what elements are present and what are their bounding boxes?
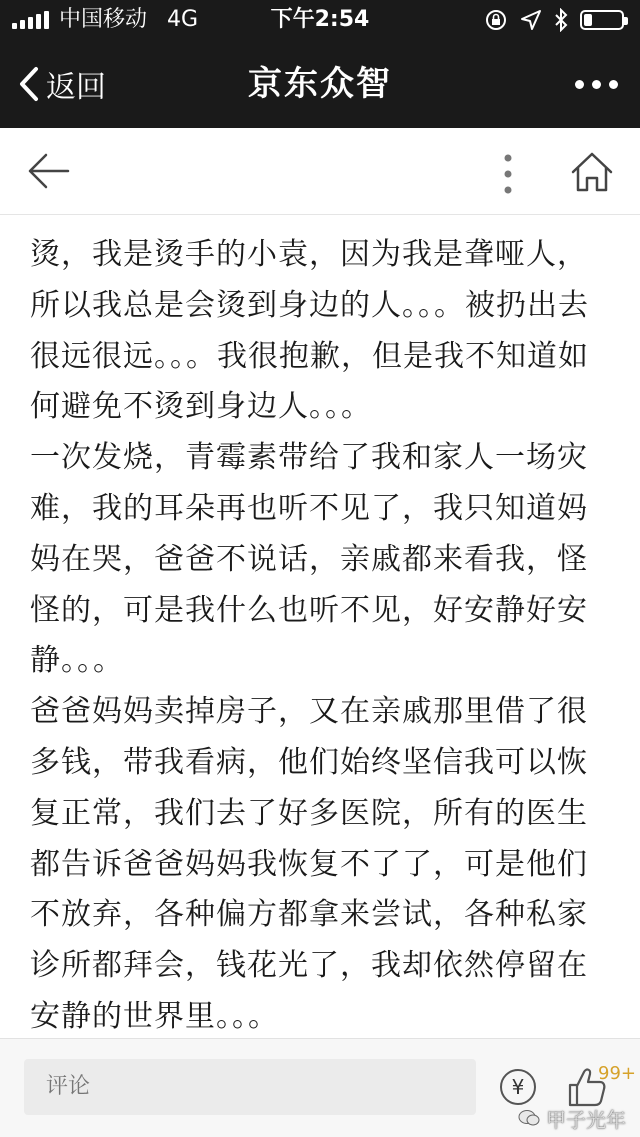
home-icon[interactable] [568, 148, 616, 196]
article-paragraph: 一次发烧，青霉素带给了我和家人一场灾难，我的耳朵再也听不见了，我只知道妈妈在哭，爸爸不说话，亲戚都来看我，怪怪的，可是我什么也听不见，好安静好安静。。。 [30, 440, 588, 679]
status-bar [0, 0, 640, 40]
article-body [30, 230, 616, 1043]
back-label: 返回 [46, 70, 106, 105]
network-label: 4G [167, 7, 199, 32]
arrow-left-icon[interactable] [24, 146, 74, 196]
page-title: 京东众智 [248, 64, 392, 104]
page-toolbar [0, 128, 640, 215]
comment-input[interactable] [24, 1059, 476, 1115]
yen-icon: ¥ [511, 1075, 525, 1099]
nav-bar [0, 40, 640, 128]
kebab-menu-icon[interactable] [498, 152, 518, 196]
rotation-lock-icon [484, 8, 508, 32]
watermark-text: 甲子光年 [546, 1107, 626, 1132]
like-count-badge: 99+ [598, 1063, 636, 1084]
reward-button[interactable] [500, 1069, 536, 1105]
more-dot-icon [609, 80, 618, 89]
bluetooth-icon [554, 8, 568, 32]
location-icon [520, 9, 542, 31]
carrier-label: 中国移动 [59, 7, 148, 32]
more-dot-icon [592, 80, 601, 89]
battery-icon [580, 10, 624, 30]
wechat-icon [518, 1109, 540, 1127]
watermark [518, 1104, 626, 1132]
more-dot-icon [575, 80, 584, 89]
article-paragraph: 爸爸妈妈卖掉房子，又在亲戚那里借了很多钱，带我看病，他们始终坚信我可以恢复正常，我们去了好多医院，所有的医生都告诉爸爸妈妈我恢复不了了，可是他们不放弃，各种偏方都拿来尝试，各种私家诊所都拜会，钱花光了，我却依然停留在安静的世界里。。。 [30, 694, 588, 1034]
status-time: 下午2:54 [270, 7, 370, 32]
article-paragraph: 烫，我是烫手的小袁，因为我是聋哑人，所以我总是会烫到身边的人。。。被扔出去很远很远。。。我很抱歉，但是我不知道如何避免不烫到身边人。。。 [30, 237, 589, 425]
more-button[interactable] [575, 40, 618, 128]
